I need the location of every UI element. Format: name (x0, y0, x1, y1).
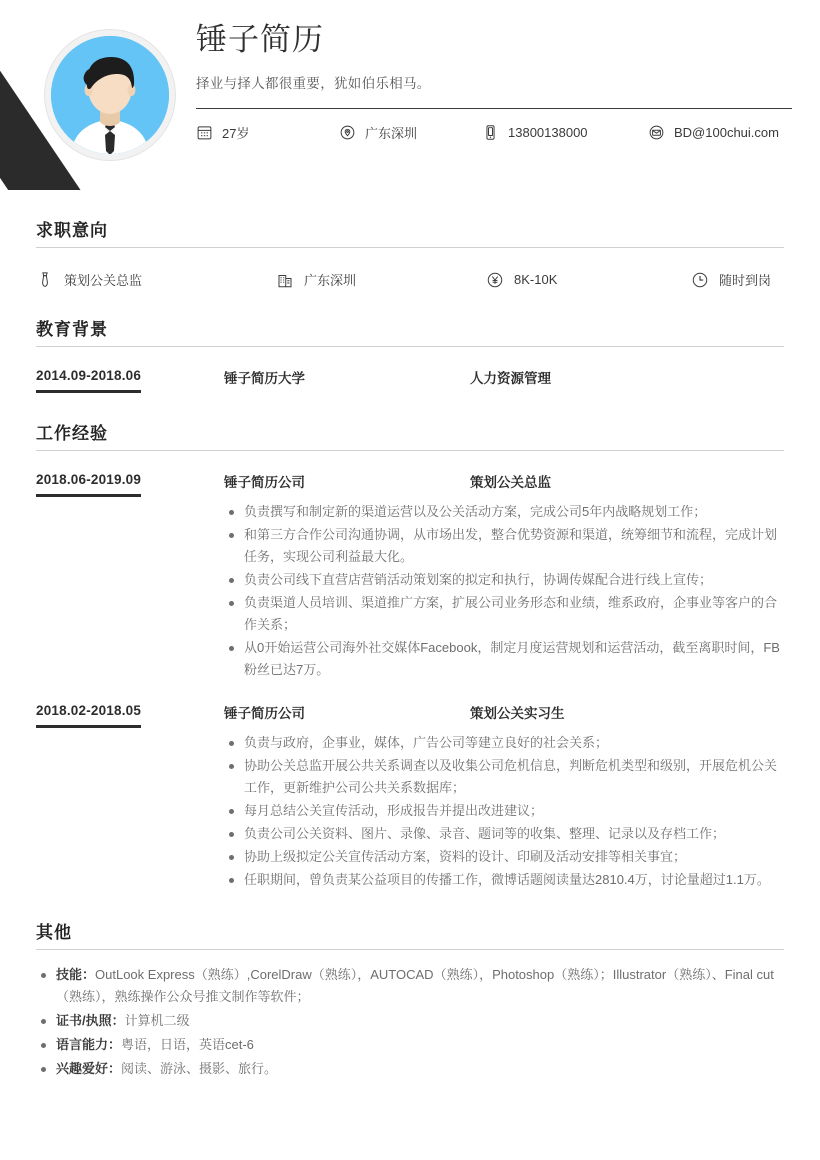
list-item (36, 1010, 784, 1032)
building-icon (276, 271, 294, 289)
intent-salary-value: 8K-10K (514, 272, 558, 287)
other-value: OutLook Express（熟练）,CorelDraw（熟练），AUTOCAD（熟练），Photoshop（熟练）；Illustrator（熟练）、Final cut（熟练），熟练操作公众号推文制作等软件； (56, 967, 774, 1004)
job-intent-row (36, 270, 784, 289)
section-other (0, 918, 820, 1080)
necktie-icon (36, 271, 54, 289)
yen-circle-icon (486, 271, 504, 289)
other-label: 语言能力： (56, 1037, 122, 1052)
experience-company: 锤子简历公司 (224, 706, 305, 721)
avatar-image (51, 36, 169, 154)
education-heading (36, 315, 784, 347)
envelope-icon (648, 124, 665, 141)
experience-body (224, 702, 784, 892)
education-school: 锤子简历大学 (224, 371, 305, 386)
list-item (36, 1058, 784, 1080)
list-item: 负责撰写和制定新的渠道运营以及公关活动方案，完成公司5年内战略规划工作； (224, 501, 784, 523)
education-title-line (224, 367, 784, 387)
header-text-block (196, 22, 792, 142)
intent-availability (691, 270, 771, 289)
section-title-job-intent: 求职意向 (36, 221, 108, 240)
section-job-intent (0, 216, 820, 289)
experience-entry (36, 471, 784, 682)
section-title-other: 其他 (36, 923, 72, 942)
experience-bullets (224, 732, 784, 891)
list-item: 负责公司线下直营店营销活动策划案的拟定和执行，协调传媒配合进行线上宣传； (224, 569, 784, 591)
other-label: 证书/执照： (56, 1013, 125, 1028)
contact-email-value: BD@100chui.com (674, 124, 779, 140)
other-heading (36, 918, 784, 950)
experience-heading (36, 419, 784, 451)
list-item: 负责与政府，企事业，媒体，广告公司等建立良好的社会关系； (224, 732, 784, 754)
contact-age-value: 27岁 (222, 125, 250, 141)
other-value: 阅读、游泳、摄影、旅行。 (121, 1061, 278, 1076)
contact-row (196, 123, 792, 142)
contact-location (339, 123, 482, 142)
intent-city-value: 广东深圳 (304, 273, 357, 288)
person-avatar-icon (51, 36, 169, 154)
list-item: 协助上级拟定公关宣传活动方案，资料的设计、印刷及活动安排等相关事宜； (224, 846, 784, 868)
experience-role: 策划公关总监 (470, 475, 551, 490)
location-pin-icon (339, 124, 356, 141)
section-experience (0, 419, 820, 892)
list-item: 和第三方合作公司沟通协调，从市场出发，整合优势资源和渠道，统筹细节和流程，完成计划任务，实现公司利益最大化。 (224, 524, 784, 568)
intent-salary (486, 271, 691, 289)
header-divider (196, 108, 792, 109)
contact-phone-value: 13800138000 (508, 124, 588, 140)
list-item: 从0开始运营公司海外社交媒体Facebook，制定月度运营规划和运营活动，截至离职时间，FB粉丝已达7万。 (224, 637, 784, 681)
experience-bullets (224, 501, 784, 681)
clock-icon (691, 271, 709, 289)
list-item: 负责公司公关资料、图片、录像、录音、题词等的收集、整理、记录以及存档工作； (224, 823, 784, 845)
list-item: 协助公关总监开展公共关系调查以及收集公司危机信息，判断危机类型和级别，开展危机公关工作，更新维护公司公共关系数据库； (224, 755, 784, 799)
intent-position (36, 270, 276, 289)
list-item: 负责渠道人员培训、渠道推广方案，扩展公司业务形态和业绩，维系政府，企事业等客户的合作关系； (224, 592, 784, 636)
list-item (36, 964, 784, 1008)
experience-date-col (36, 702, 224, 892)
avatar (45, 30, 175, 160)
section-divider (36, 949, 784, 950)
contact-phone (482, 124, 648, 141)
experience-entry (36, 702, 784, 892)
other-label: 兴趣爱好： (56, 1061, 122, 1076)
section-education (0, 315, 820, 393)
list-item (36, 1034, 784, 1056)
other-label: 技能： (56, 967, 96, 982)
header-tagline: 择业与择人都很重要，犹如伯乐相马。 (196, 75, 431, 91)
other-value: 计算机二级 (124, 1013, 190, 1028)
contact-location-value: 广东深圳 (365, 125, 418, 141)
education-major: 人力资源管理 (470, 371, 551, 386)
experience-date-col (36, 471, 224, 682)
education-body (224, 367, 784, 393)
section-title-education: 教育背景 (36, 320, 108, 339)
education-date: 2014.09-2018.06 (36, 368, 141, 393)
calendar-icon (196, 124, 213, 141)
intent-availability-value: 随时到岗 (719, 273, 772, 288)
section-divider (36, 450, 784, 451)
list-item: 任职期间，曾负责某公益项目的传播工作，微博话题阅读量达2810.4万，讨论量超过1.1万。 (224, 869, 784, 891)
intent-city (276, 270, 486, 289)
intent-position-value: 策划公关总监 (64, 273, 143, 288)
resume-header (0, 0, 820, 190)
contact-email (648, 124, 779, 141)
mobile-phone-icon (482, 124, 499, 141)
experience-title-line (224, 702, 784, 722)
other-list (36, 964, 784, 1080)
section-divider (36, 247, 784, 248)
page-title: 锤子简历 (196, 22, 324, 57)
section-title-experience: 工作经验 (36, 424, 108, 443)
experience-date: 2018.06-2019.09 (36, 472, 141, 497)
experience-title-line (224, 471, 784, 491)
other-value: 粤语，日语，英语cet-6 (121, 1037, 254, 1052)
experience-date: 2018.02-2018.05 (36, 703, 141, 728)
contact-age (196, 123, 339, 142)
list-item: 每月总结公关宣传活动，形成报告并提出改进建议； (224, 800, 784, 822)
section-divider (36, 346, 784, 347)
experience-role: 策划公关实习生 (470, 706, 565, 721)
experience-company: 锤子简历公司 (224, 475, 305, 490)
experience-body (224, 471, 784, 682)
job-intent-heading (36, 216, 784, 248)
education-entry (36, 367, 784, 393)
education-date-col (36, 367, 224, 393)
